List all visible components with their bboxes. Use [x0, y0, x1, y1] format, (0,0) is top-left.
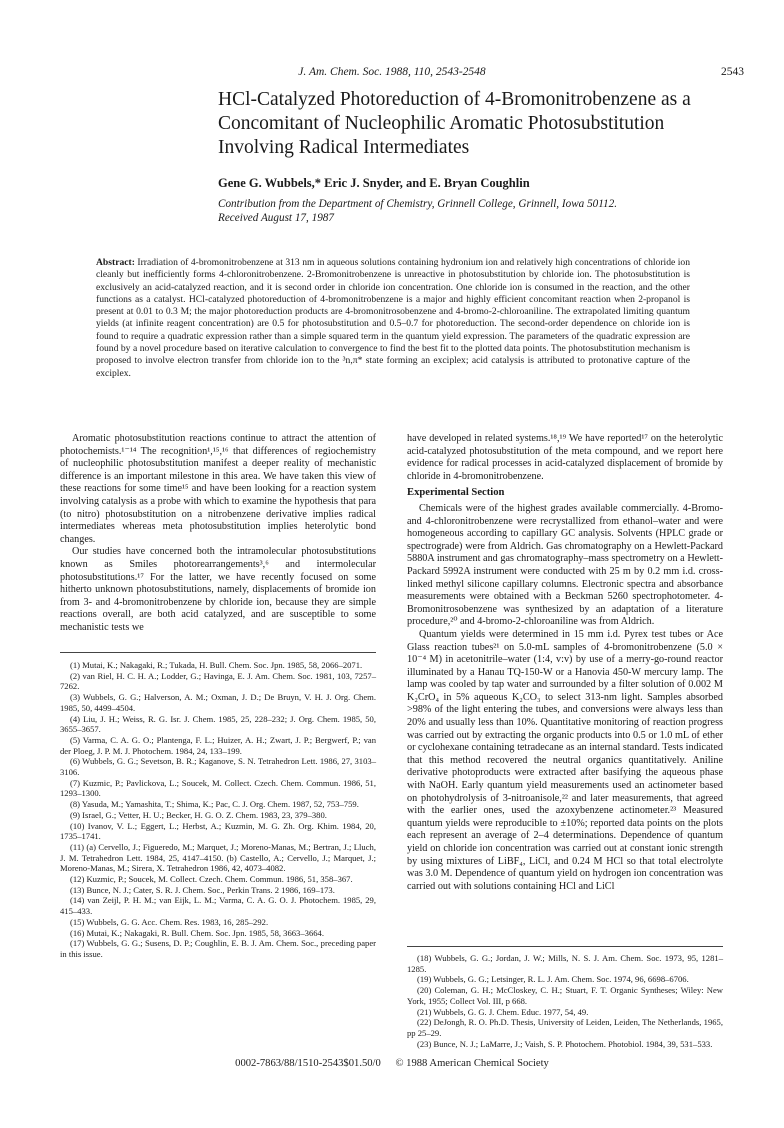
abstract — [96, 257, 690, 380]
body-paragraph: Our studies have concerned both the intramolecular photosubstitutions known as Smiles photorearrangements³,⁶ and intermolecular photosubstitutions.¹⁷ For the latter, we have recently focused on some hitherto unknown photosubstitutions, namely, displacements of bromide ion from 3- and 4-bromonitrobenzene by chloride ion, because they are simple reactions overall, are both acid catalyzed, and are susceptible to some mechanistic tests we — [60, 546, 376, 633]
reference-item: (1) Mutai, K.; Nakagaki, R.; Tukada, H. Bull. Chem. Soc. Jpn. 1985, 58, 2066–2071. — [70, 660, 363, 670]
reference-item: (7) Kuzmic, P.; Pavlickova, L.; Soucek, M. Collect. Czech. Chem. Commun. 1986, 51, 1293–1300. — [60, 777, 376, 799]
reference-item: (23) Bunce, N. J.; LaMarre, J.; Vaish, S. P. Photochem. Photobiol. 1984, 39, 531–533. — [417, 1038, 713, 1049]
issn-code: 0002-7863/88/1510-2543$01.50/0 — [235, 1058, 381, 1069]
reference-item: (15) Wubbels, G. G. Acc. Chem. Res. 1983, 16, 285–292. — [70, 916, 269, 927]
reference-item: (17) Wubbels, G. G.; Susens, D. P.; Coughlin, E. B. J. Am. Chem. Soc., preceding paper in this issue. — [60, 938, 376, 959]
reference-item: (14) van Zeijl, P. H. M.; van Eijk, L. M.; Varma, C. A. G. O. J. Photochem. 1985, 29, 415–433. — [60, 895, 376, 917]
reference-item: (18) Wubbels, G. G.; Jordan, J. W.; Mills, N. S. J. Am. Chem. Soc. 1973, 95, 1281–1285. — [407, 953, 723, 974]
body-column-left — [60, 433, 376, 635]
references-right — [407, 953, 723, 1049]
references-left — [60, 660, 376, 960]
page-number: 2543 — [721, 66, 744, 78]
reference-item: (5) Varma, C. A. G. O.; Plantenga, F. L.; Huizer, A. H.; Zwart, J. P.; Bergwerf, P.; van der Ploeg, J. P. M. J. Photochem. 1984, 24, 133–199. — [60, 734, 376, 756]
reference-item: (9) Israel, G.; Vetter, H. U.; Becker, H. G. O. Z. Chem. 1983, 23, 379–380. — [70, 809, 327, 820]
article-authors: Gene G. Wubbels,* Eric J. Snyder, and E. Bryan Coughlin — [218, 176, 530, 190]
reference-item: (20) Coleman, G. H.; McCloskey, C. H.; Stuart, F. T. Organic Syntheses; Wiley: New York, 1955; Collect Vol. III, p 668. — [407, 985, 723, 1006]
affiliation: Contribution from the Department of Chemistry, Grinnell College, Grinnell, Iowa 50112. — [218, 198, 618, 210]
body-paragraph: Aromatic photosubstitution reactions continue to attract the attention of photochemists.¹⁻¹⁴ The recognition¹,¹⁵,¹⁶ that differences of regiochemistry of nucleophilic photosubstitution manifest a deeper reality of mechanistic difference is an important milestone in this area. We have taken this view of these reactions for some time¹⁵ and have been looking for a reaction system involving catalysis as a probe with which to examine the hypothesis that para (to nitro) photosubstitution on a nitrobenzene derivative implies radical intermediates whereas meta photosubstitution implies heterolytic bond changes. — [60, 433, 376, 545]
received-date: Received August 17, 1987 — [218, 211, 334, 224]
reference-item: (19) Wubbels, G. G.; Letsinger, R. L. J. Am. Chem. Soc. 1974, 96, 6698–6706. — [417, 974, 689, 985]
abstract-label: Abstract: — [96, 257, 135, 268]
body-paragraph: Chemicals were of the highest grades available commercially. 4-Bromo- and 4-chloronitrobenzene were recrystallized from ethanol–water and were homogeneous according to capillary GC analysis. Solvents (HPLC grade or spectrograde) were from Aldrich. Gas chromatography on a Hewlett-Packard 5880A instrument and gas chromatography–mass spectrometry on a Hewlett-Packard 5992A instrument were conducted with 25 m by 0.2 mm i.d. cross-linked methyl silicone capillary columns. Electronic spectra and absorbance measurements were obtained with a Beckman 5260 spectrophotometer. 4-Bromonitrosobenzene was synthesized by an adaptation of a literature procedure,²⁰ and 4-bromo-2-chloroaniline was from Aldrich. — [407, 502, 723, 628]
footnote-rule — [60, 652, 376, 653]
body-column-right — [407, 433, 723, 893]
reference-item: (12) Kuzmic, P.; Soucek, M. Collect. Czech. Chem. Commun. 1986, 51, 358–367. — [70, 874, 353, 885]
footnote-rule — [407, 946, 723, 947]
reference-item: (13) Bunce, N. J.; Cater, S. R. J. Chem. Soc., Perkin Trans. 2 1986, 169–173. — [70, 884, 335, 895]
article-title: HCl-Catalyzed Photoreduction of 4-Bromonitrobenzene as a Concomitant of Nucleophilic Aromatic Photosubstitution Involving Radical Intermediates — [218, 89, 691, 158]
reference-item: (16) Mutai, K.; Nakagaki, R. Bull. Chem. Soc. Jpn. 1985, 58, 3663–3664. — [70, 927, 324, 938]
body-paragraph: Quantum yields were determined in 15 mm i.d. Pyrex test tubes or Ace Glass reaction tubes²¹ on 5.0-mL samples of 4-bromonitrobenzene (5.0 × 10⁻⁴ M) in acetonitrile–water (1:4, v:v) by use of a merry-go-round reactor illuminated by a Hanau TQ-150-W or a Hanovia 450-W mercury lamp. The lamp was cooled by tap water and surrounded by a filter solution of 0.002 M K₂CrO₄ in 5% aqueous K₂CO₃ to select 313-nm light. Samples absorbed >98% of the light entering the tubes, and conversions were always less than 20% and usually less than 10%. Quantitative monitoring of reaction progress was carried out by extracting the organic products into 0.5 or 1.0 mL of ether or cyclohexane containing tetradecane as an internal standard. Tests indicated that this method recovered the neutral organics quantitatively. Aniline derivative photoproducts were extracted after basifying the aqueous phase with NaOH. Early quantum yield measurements used an actinometer based on photohydrolysis of 3-nitroanisole,²² and later measurements, that agreed with the earlier ones, used the azoxybenzene actinometer.²³ Measured quantum yields were reproducible to ±10%; reported data points on the plots each represent an average of 2–4 determinations. Dependence of quantum yield on chloride ion concentration was carried out at constant ionic strength by using mixtures of LiBF₄, LiCl, and 0.24 M HCl so that total electrolyte was 3.0 M. Dependence of quantum yield on hydrogen ion concentration was carried out with solutions containing HCl and LiCl — [407, 628, 724, 892]
reference-item: (22) DeJongh, R. O. Ph.D. Thesis, University of Leiden, Leiden, The Netherlands, 1965, pp 25–29. — [407, 1017, 723, 1038]
reference-item: (10) Ivanov, V. L.; Eggert, L.; Herbst, A.; Kuzmin, M. G. Zh. Org. Khim. 1984, 20, 1735–1741. — [60, 820, 376, 842]
reference-item: (21) Wubbels, G. G. J. Chem. Educ. 1977, 54, 49. — [417, 1006, 589, 1017]
reference-item: (6) Wubbels, G. G.; Sevetson, B. R.; Kaganove, S. N. Tetrahedron Lett. 1986, 27, 3103–3106. — [60, 756, 376, 778]
reference-item: (4) Liu, J. H.; Weiss, R. G. Isr. J. Chem. 1985, 25, 228–232; J. Org. Chem. 1985, 50, 3655–3657. — [60, 713, 376, 735]
journal-reference: J. Am. Chem. Soc. 1988, 110, 2543-2548 — [298, 66, 486, 78]
abstract-text: Irradiation of 4-bromonitrobenzene at 313 nm in aqueous solutions containing hydronium ion and relatively high concentrations of chloride ion cleanly but inefficiently forms 4-chloronitrobenzene. 2-Bromonitrobenzene is unreactive in photosubstitution by chloride ion. The photosubstitution is exclusively an acid-catalyzed reaction, and it is second order in chloride ion concentration. One chloride ion is consumed in the reaction, and the other functions as a catalyst. HCl-catalyzed photoreduction of 4-bromonitrobenzene is a major and highly efficient concomitant reaction when 2-propanol is present at 0.01 to 0.3 M; the major photoreduction products are 4-bromonitrosobenzene and 4-bromo-2-chloroaniline. The extrapolated limiting quantum yields (at infinite reagent concentration) are 0.5 for photosubstitution and 0.5–0.7 for photoreduction. The second-order dependence on chloride ion is found to require a quadratic expression rather than a simple squared term in the quantum yield expression. The parameters of the quadratic expression are found by a novel procedure based on iterative calculation to convergence to find the best fit to the plotted data points. The photosubstitution mechanism is proposed to involve electron transfer from chloride ion to the ³n,π* state forming an exciplex; acid catalysis is attributed to protonative capture of the exciplex. — [96, 257, 690, 379]
body-paragraph: have developed in related systems.¹⁸,¹⁹ We have reported¹⁷ on the heterolytic acid-catalyzed photosubstitution of the meta compound, and we report here evidence for radical processes in acid-catalyzed displacement of bromide by chloride in 4-bromonitrobenzene. — [407, 433, 723, 482]
reference-item: (2) van Riel, H. C. H. A.; Lodder, G.; Havinga, E. J. Am. Chem. Soc. 1981, 103, 7257–7262. — [60, 670, 376, 692]
reference-item: (11) (a) Cervello, J.; Figueredo, M.; Marquet, J.; Moreno-Manas, M.; Bertran, J.; Lluch, J. M. Tetrahedron Lett. 1984, 25, 4147–4150. (b) Castello, A.; Cervello, J.; Marquet, J.; Moreno-Manas, M.; Sirera, X. Tetrahedron 1986, 42, 4073–4082. — [60, 841, 376, 874]
copyright: © 1988 American Chemical Society — [395, 1058, 549, 1069]
reference-item: (8) Yasuda, M.; Yamashita, T.; Shima, K.; Pac, C. J. Org. Chem. 1987, 52, 753–759. — [70, 799, 359, 810]
page-footer — [0, 1058, 784, 1069]
reference-item: (3) Wubbels, G. G.; Halverson, A. M.; Oxman, J. D.; De Bruyn, V. H. J. Org. Chem. 1985, 50, 4499–4504. — [60, 692, 376, 713]
section-heading: Experimental Section — [407, 487, 505, 499]
affiliation-block — [218, 198, 718, 225]
